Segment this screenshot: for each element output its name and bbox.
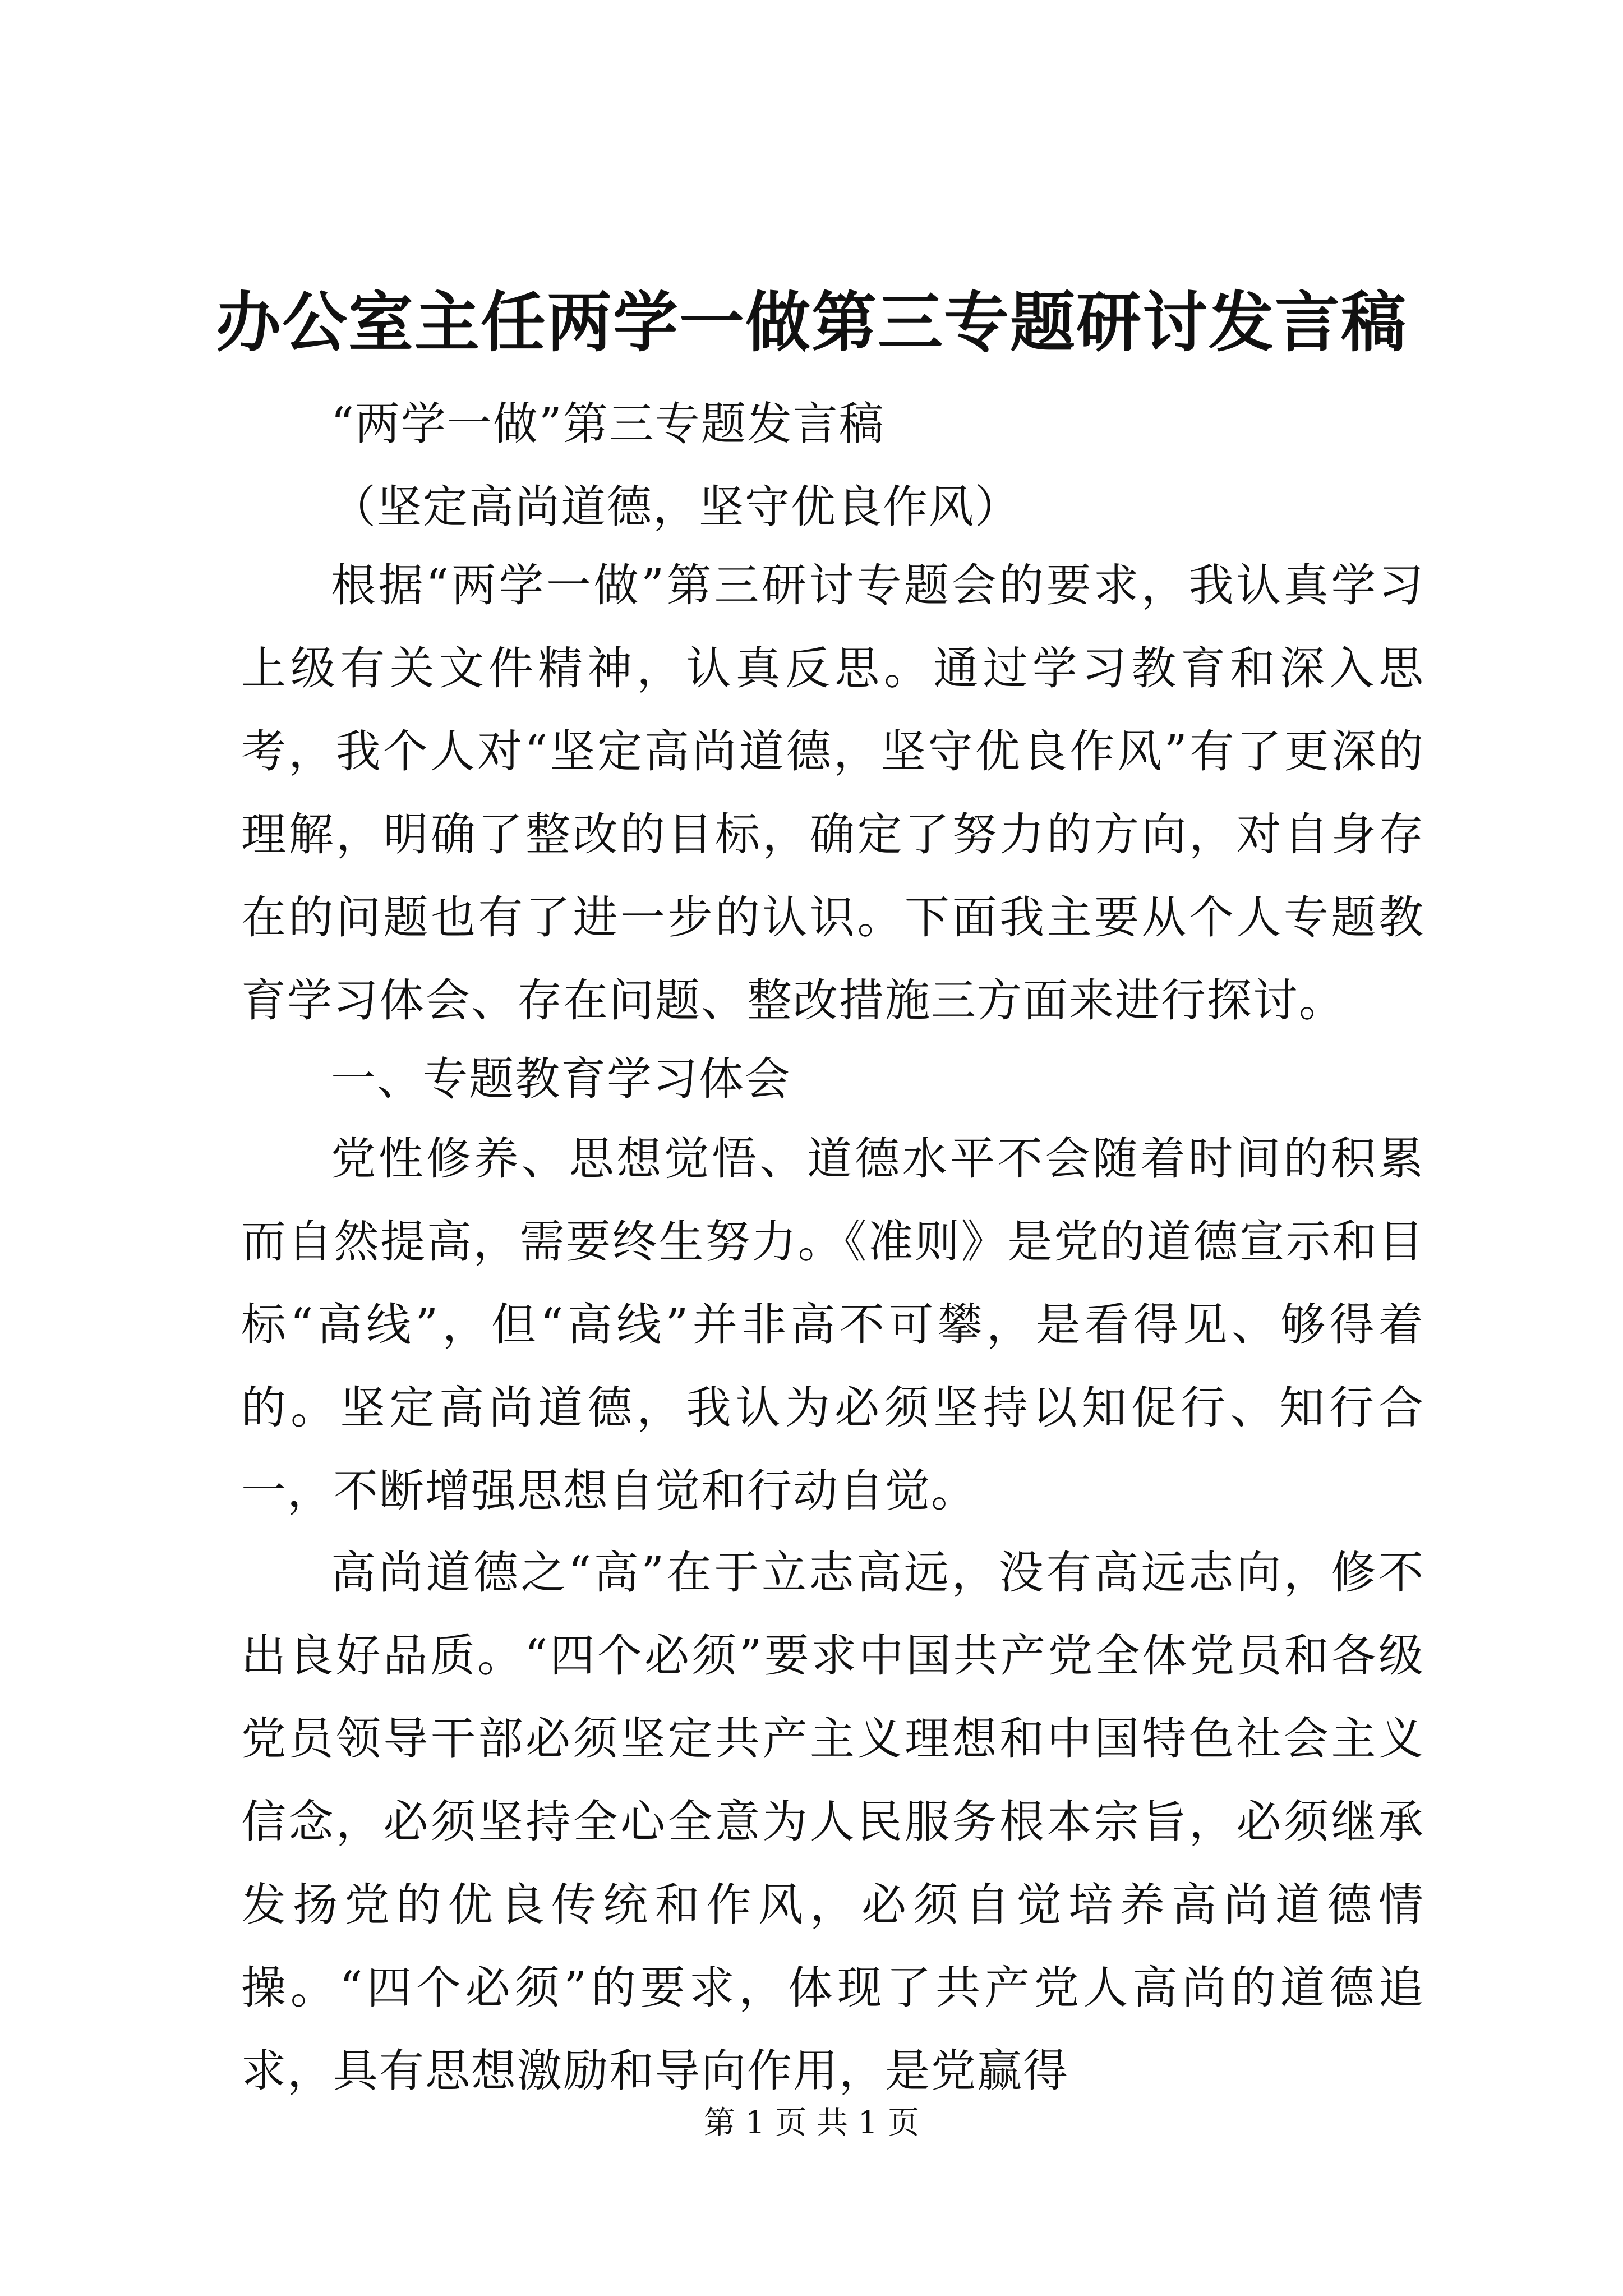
body-paragraph: 党性修养、思想觉悟、道德水平不会随着时间的积累而自然提高，需要终生努力。《准则》是党的道德宣示和目标“高线”，但“高线”并非高不可攀，是看得见、够得着的。坚定高尚道德，我认为必须坚持以知促行、知行合一，不断增强思想自觉和行动自觉。 [241,1133,1424,1517]
section-heading: 一、专题教育学习体会 [331,1053,791,1105]
document-title: 办公室主任两学一做第三专题研讨发言稿 [216,284,1407,361]
body-paragraph: 高尚道德之“高”在于立志高远，没有高远志向，修不出良好品质。“四个必须”要求中国共产党全体党员和各级党员领导干部必须坚定共产主义理想和中国特色社会主义信念，必须坚持全心全意为人民服务根本宗旨，必须继承发扬党的优良传统和作风，必须自觉培养高尚道德情操。“四个必须”的要求，体现了共产党人高尚的道德追求，具有思想激励和导向作用，是党赢得 [241,1547,1424,2097]
subtitle-paragraph: “两学一做”第三专题发言稿 [331,398,885,450]
intro-paragraph: 根据“两学一做”第三研讨专题会的要求，我认真学习上级有关文件精神，认真反思。通过学习教育和深入思考，我个人对“坚定高尚道德，坚守优良作风”有了更深的理解，明确了整改的目标，确定了努力的方向，对自身存在的问题也有了进一步的认识。下面我主要从个人专题教育学习体会、存在问题、整改措施三方面来进行探讨。 [241,559,1424,1027]
theme-paragraph: （坚定高尚道德，坚守优良作风） [331,481,1021,533]
page-number: 第 1 页 共 1 页 [703,2105,920,2141]
